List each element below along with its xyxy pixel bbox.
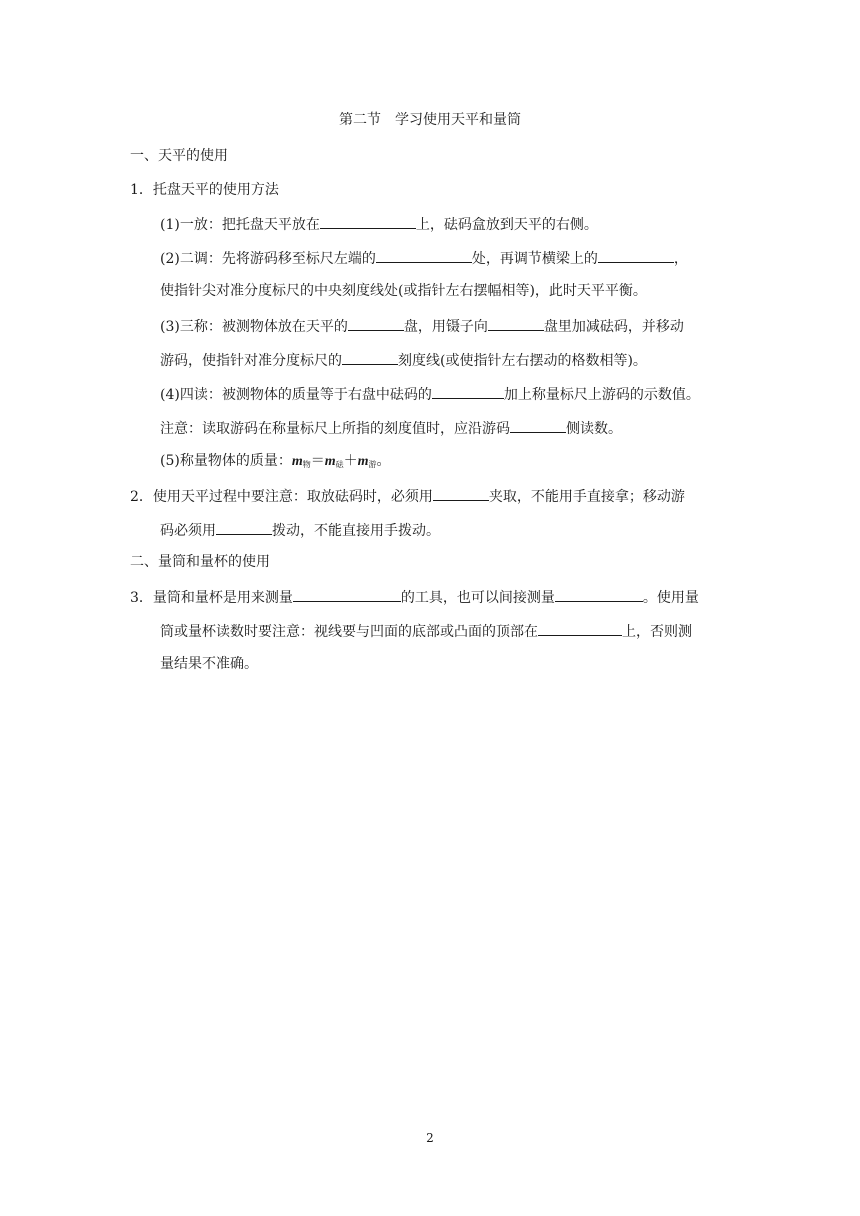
item-3-text-d: 筒或量杯读数时要注意：视线要与凹面的底部或凸面的顶部在 [160, 624, 538, 640]
item-3-text-e: 上，否则测 [622, 624, 692, 640]
step-2-text-c: ， [673, 251, 688, 267]
step-4-line [160, 383, 700, 405]
step-4-text-b: 加上称量标尺上游码的示数值。 [503, 387, 700, 403]
note-line [160, 417, 622, 439]
item-2-text-c: 码必须用 [160, 523, 216, 539]
subscript-object: 物 [302, 460, 311, 469]
item-3-text-b: 的工具，也可以间接测量 [400, 590, 555, 606]
step-5-text: (5)称量物体的质量： [160, 453, 292, 469]
note-text-b: 侧读数。 [566, 421, 622, 437]
equals-sign: ＝ [310, 453, 325, 469]
step-3-line-2 [160, 349, 647, 371]
step-4-text-a: (4)四读：被测物体的质量等于右盘中砝码的 [160, 387, 432, 403]
item-3-line-1 [130, 586, 699, 608]
step-1-text-a: (1)一放：把托盘天平放在 [160, 217, 320, 233]
item-2-text-d: 拨动，不能直接用手拨动。 [272, 523, 440, 539]
item-3-line-3: 量结果不准确。 [160, 656, 258, 672]
sentence-end: 。 [376, 453, 391, 469]
answer-blank[interactable] [510, 417, 566, 433]
step-5-line [160, 451, 391, 475]
step-1-line [160, 213, 598, 235]
plus-sign: ＋ [343, 453, 358, 469]
answer-blank[interactable] [342, 349, 398, 365]
page-title: 第二节 学习使用天平和量筒 [339, 112, 521, 128]
answer-blank[interactable] [488, 315, 544, 331]
answer-blank[interactable] [376, 247, 472, 263]
mass-symbol: m [357, 454, 369, 469]
step-3-text-d: 游码，使指针对准分度标尺的 [160, 353, 342, 369]
answer-blank[interactable] [433, 485, 489, 501]
answer-blank[interactable] [320, 213, 416, 229]
note-text-a: 注意：读取游码在称量标尺上所指的刻度值时，应沿游码 [160, 421, 510, 437]
item-3-line-2 [160, 620, 692, 642]
step-1-text-b: 上，砝码盒放到天平的右侧。 [415, 217, 598, 233]
item-2-line-1 [130, 485, 685, 507]
step-2-line-1 [160, 247, 688, 269]
subscript-weights: 砝 [335, 460, 344, 469]
item-3-text-c: 。使用量 [642, 590, 699, 606]
item-3-text-a: 3．量筒和量杯是用来测量 [130, 590, 293, 606]
item-2-text-a: 2．使用天平过程中要注意：取放砝码时，必须用 [130, 489, 433, 505]
answer-blank[interactable] [555, 586, 643, 602]
mass-symbol: m [291, 454, 303, 469]
answer-blank[interactable] [216, 519, 272, 535]
step-3-text-e: 刻度线(或使指针左右摆动的格数相等)。 [398, 353, 647, 369]
section-heading-balance: 一、天平的使用 [130, 148, 228, 164]
answer-blank[interactable] [598, 247, 674, 263]
item-2-text-b: 夹取，不能用手直接拿；移动游 [488, 489, 685, 505]
step-2-text-a: (2)二调：先将游码移至标尺左端的 [160, 251, 376, 267]
page-number: 2 [426, 1131, 434, 1145]
step-3-text-c: 盘里加减砝码，并移动 [543, 319, 684, 335]
answer-blank[interactable] [538, 620, 622, 636]
section-heading-cylinder: 二、量筒和量杯的使用 [130, 554, 270, 570]
step-3-line-1 [160, 315, 684, 337]
step-3-text-b: 盘，用镊子向 [403, 319, 488, 335]
answer-blank[interactable] [432, 383, 504, 399]
subscript-rider: 游 [368, 460, 377, 469]
answer-blank[interactable] [348, 315, 404, 331]
item-2-line-2 [160, 519, 440, 541]
mass-symbol: m [324, 454, 336, 469]
answer-blank[interactable] [293, 586, 401, 602]
item-1-heading: 1．托盘天平的使用方法 [130, 182, 279, 198]
step-3-text-a: (3)三称：被测物体放在天平的 [160, 319, 348, 335]
step-2-text-b: 处，再调节横梁上的 [471, 251, 598, 267]
step-2-line-2: 使指针尖对准分度标尺的中央刻度线处(或指针左右摆幅相等)，此时天平平衡。 [160, 283, 647, 299]
